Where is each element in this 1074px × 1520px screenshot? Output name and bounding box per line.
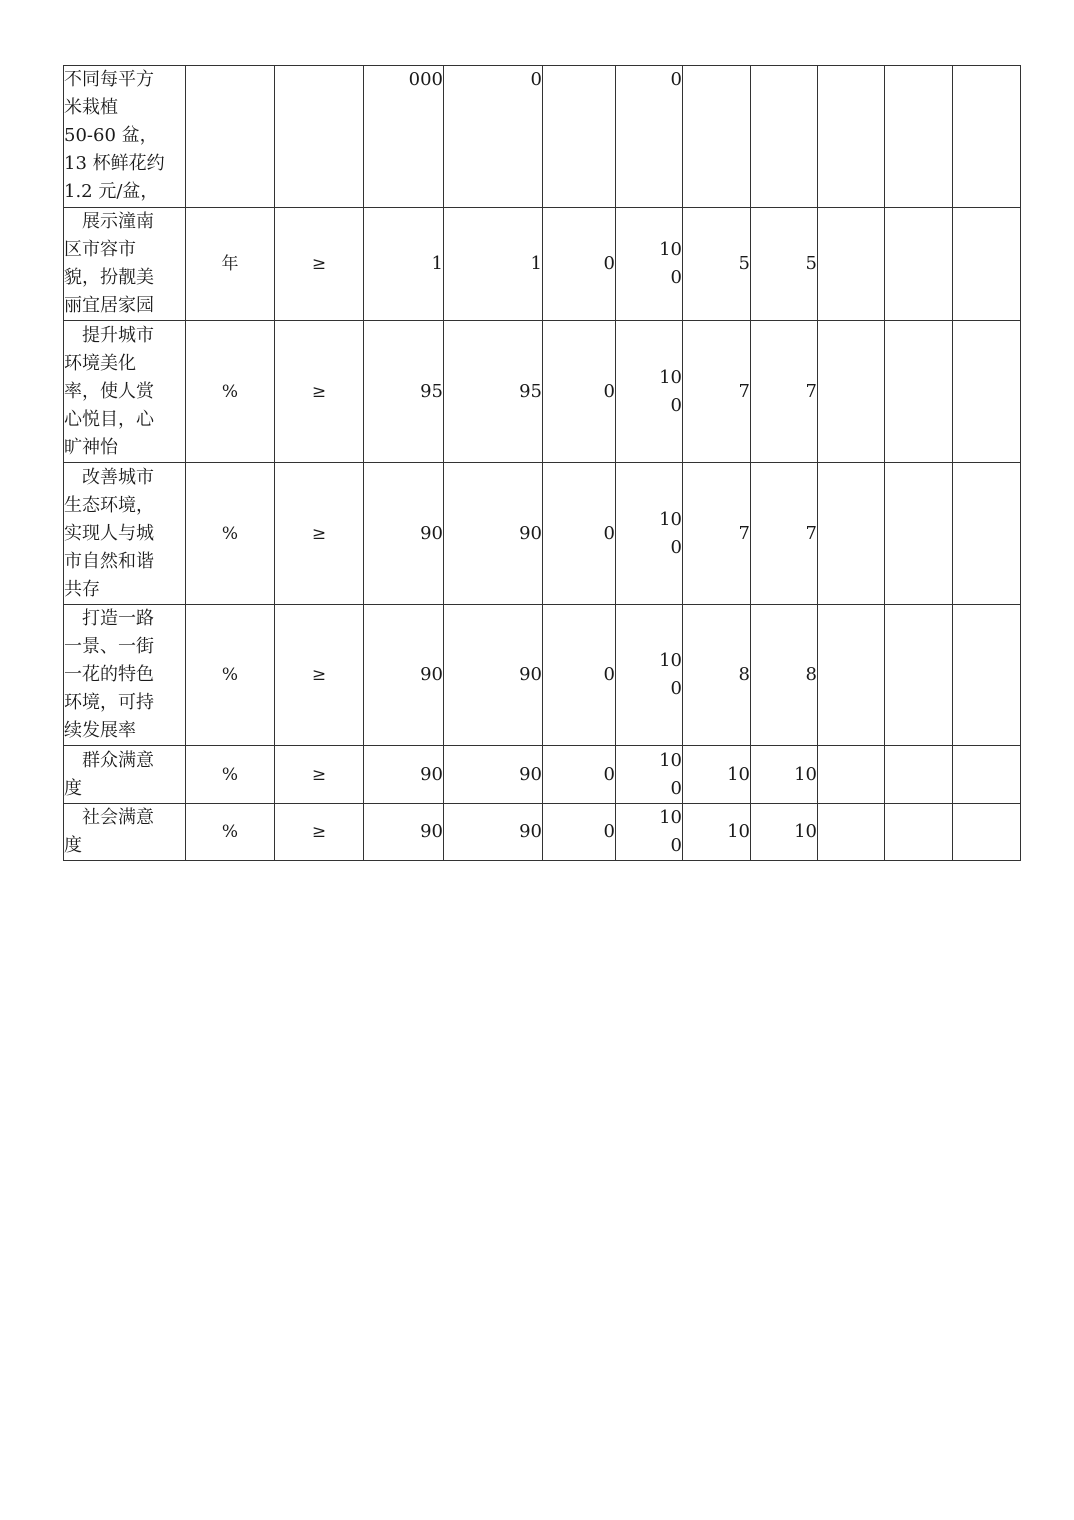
completion-rate-line: 10	[659, 239, 682, 260]
completion-rate-line: 10	[659, 807, 682, 828]
empty-cell	[953, 321, 1021, 463]
description-line: 米栽植	[64, 97, 118, 118]
unit-cell: %	[186, 605, 275, 746]
points-cell: 10	[751, 746, 818, 804]
completion-rate-line: 0	[670, 835, 682, 856]
actual-value-cell: 0	[444, 66, 543, 208]
points-cell: 8	[751, 605, 818, 746]
table-row	[64, 463, 1021, 605]
description-line: 心悦目，心	[64, 408, 154, 430]
deviation-cell: 0	[543, 208, 616, 321]
description-line: 旷神怡	[64, 436, 118, 458]
weight-cell: 5	[683, 208, 751, 321]
description-line: 环境美化	[64, 352, 136, 374]
performance-table	[63, 65, 1021, 861]
empty-cell	[885, 463, 953, 605]
weight-cell: 7	[683, 463, 751, 605]
description-line: 13 杯鲜花约	[64, 153, 165, 174]
points-cell: 10	[751, 804, 818, 861]
deviation-cell	[543, 66, 616, 208]
empty-cell	[953, 208, 1021, 321]
table-row	[64, 208, 1021, 321]
actual-value-cell: 90	[444, 463, 543, 605]
actual-value-cell: 90	[444, 804, 543, 861]
description-line: 共存	[64, 578, 100, 600]
points-cell: 7	[751, 463, 818, 605]
completion-rate-cell	[616, 605, 683, 746]
table-row	[64, 66, 1021, 208]
description-line: 50-60 盆，	[64, 125, 158, 146]
operator-cell	[275, 66, 364, 208]
description-line: 市自然和谐	[64, 550, 154, 572]
unit-cell: %	[186, 746, 275, 804]
weight-cell: 10	[683, 746, 751, 804]
weight-cell: 10	[683, 804, 751, 861]
operator-cell: ≥	[275, 804, 364, 861]
empty-cell	[818, 208, 885, 321]
description-line: 度	[64, 835, 82, 856]
empty-cell	[818, 463, 885, 605]
actual-value-cell: 1	[444, 208, 543, 321]
empty-cell	[953, 746, 1021, 804]
indicator-description	[64, 463, 186, 605]
completion-rate-line: 10	[659, 650, 682, 671]
completion-rate-line: 10	[659, 508, 682, 530]
operator-cell: ≥	[275, 463, 364, 605]
indicator-description	[64, 321, 186, 463]
target-value-cell: 90	[364, 804, 444, 861]
empty-cell	[885, 605, 953, 746]
completion-rate-line: 0	[670, 69, 682, 90]
table-row	[64, 746, 1021, 804]
target-value-cell: 000	[364, 66, 444, 208]
description-line: 一花的特色	[64, 664, 154, 685]
completion-rate-cell	[616, 463, 683, 605]
unit-cell	[186, 66, 275, 208]
description-line: 社会满意	[82, 807, 154, 828]
points-cell	[751, 66, 818, 208]
unit-cell: 年	[186, 208, 275, 321]
deviation-cell: 0	[543, 463, 616, 605]
description-line: 改善城市	[82, 466, 154, 488]
description-line: 群众满意	[82, 749, 154, 771]
completion-rate-cell	[616, 66, 683, 208]
description-line: 一景、一街	[64, 636, 154, 657]
unit-cell: %	[186, 463, 275, 605]
table-row	[64, 321, 1021, 463]
description-line: 续发展率	[64, 720, 136, 741]
table-body	[64, 66, 1021, 861]
target-value-cell: 95	[364, 321, 444, 463]
indicator-description	[64, 66, 186, 208]
target-value-cell: 90	[364, 746, 444, 804]
indicator-description	[64, 746, 186, 804]
deviation-cell: 0	[543, 321, 616, 463]
indicator-description	[64, 804, 186, 861]
deviation-cell: 0	[543, 605, 616, 746]
completion-rate-line: 0	[670, 394, 682, 416]
table-row	[64, 605, 1021, 746]
table-row	[64, 804, 1021, 861]
empty-cell	[953, 463, 1021, 605]
target-value-cell: 90	[364, 463, 444, 605]
weight-cell	[683, 66, 751, 208]
completion-rate-line: 10	[659, 749, 682, 771]
completion-rate-line: 0	[670, 267, 682, 288]
empty-cell	[885, 66, 953, 208]
completion-rate-cell	[616, 804, 683, 861]
empty-cell	[818, 804, 885, 861]
empty-cell	[953, 66, 1021, 208]
empty-cell	[885, 321, 953, 463]
weight-cell: 7	[683, 321, 751, 463]
empty-cell	[818, 746, 885, 804]
completion-rate-cell	[616, 746, 683, 804]
description-line: 实现人与城	[64, 522, 154, 544]
description-line: 不同每平方	[64, 69, 154, 90]
actual-value-cell: 95	[444, 321, 543, 463]
operator-cell: ≥	[275, 208, 364, 321]
description-line: 打造一路	[82, 608, 154, 629]
description-line: 貌，扮靓美	[64, 267, 154, 288]
completion-rate-cell	[616, 321, 683, 463]
target-value-cell: 90	[364, 605, 444, 746]
description-line: 度	[64, 777, 82, 799]
completion-rate-line: 10	[659, 366, 682, 388]
empty-cell	[885, 208, 953, 321]
description-line: 1.2 元/盆，	[64, 181, 159, 202]
deviation-cell: 0	[543, 804, 616, 861]
completion-rate-cell	[616, 208, 683, 321]
description-line: 提升城市	[82, 324, 154, 346]
operator-cell: ≥	[275, 746, 364, 804]
description-line: 展示潼南	[82, 211, 154, 232]
description-line: 率，使人赏	[64, 380, 154, 402]
indicator-description	[64, 208, 186, 321]
actual-value-cell: 90	[444, 746, 543, 804]
empty-cell	[818, 605, 885, 746]
completion-rate-line: 0	[670, 777, 682, 799]
weight-cell: 8	[683, 605, 751, 746]
actual-value-cell: 90	[444, 605, 543, 746]
description-line: 生态环境，	[64, 494, 154, 516]
operator-cell: ≥	[275, 605, 364, 746]
unit-cell: %	[186, 321, 275, 463]
empty-cell	[885, 804, 953, 861]
points-cell: 7	[751, 321, 818, 463]
empty-cell	[818, 66, 885, 208]
deviation-cell: 0	[543, 746, 616, 804]
indicator-description	[64, 605, 186, 746]
empty-cell	[885, 746, 953, 804]
empty-cell	[818, 321, 885, 463]
empty-cell	[953, 605, 1021, 746]
target-value-cell: 1	[364, 208, 444, 321]
description-line: 环境，可持	[64, 692, 154, 713]
unit-cell: %	[186, 804, 275, 861]
description-line: 丽宜居家园	[64, 295, 154, 316]
completion-rate-line: 0	[670, 536, 682, 558]
empty-cell	[953, 804, 1021, 861]
description-line: 区市容市	[64, 239, 136, 260]
completion-rate-line: 0	[670, 678, 682, 699]
operator-cell: ≥	[275, 321, 364, 463]
points-cell: 5	[751, 208, 818, 321]
